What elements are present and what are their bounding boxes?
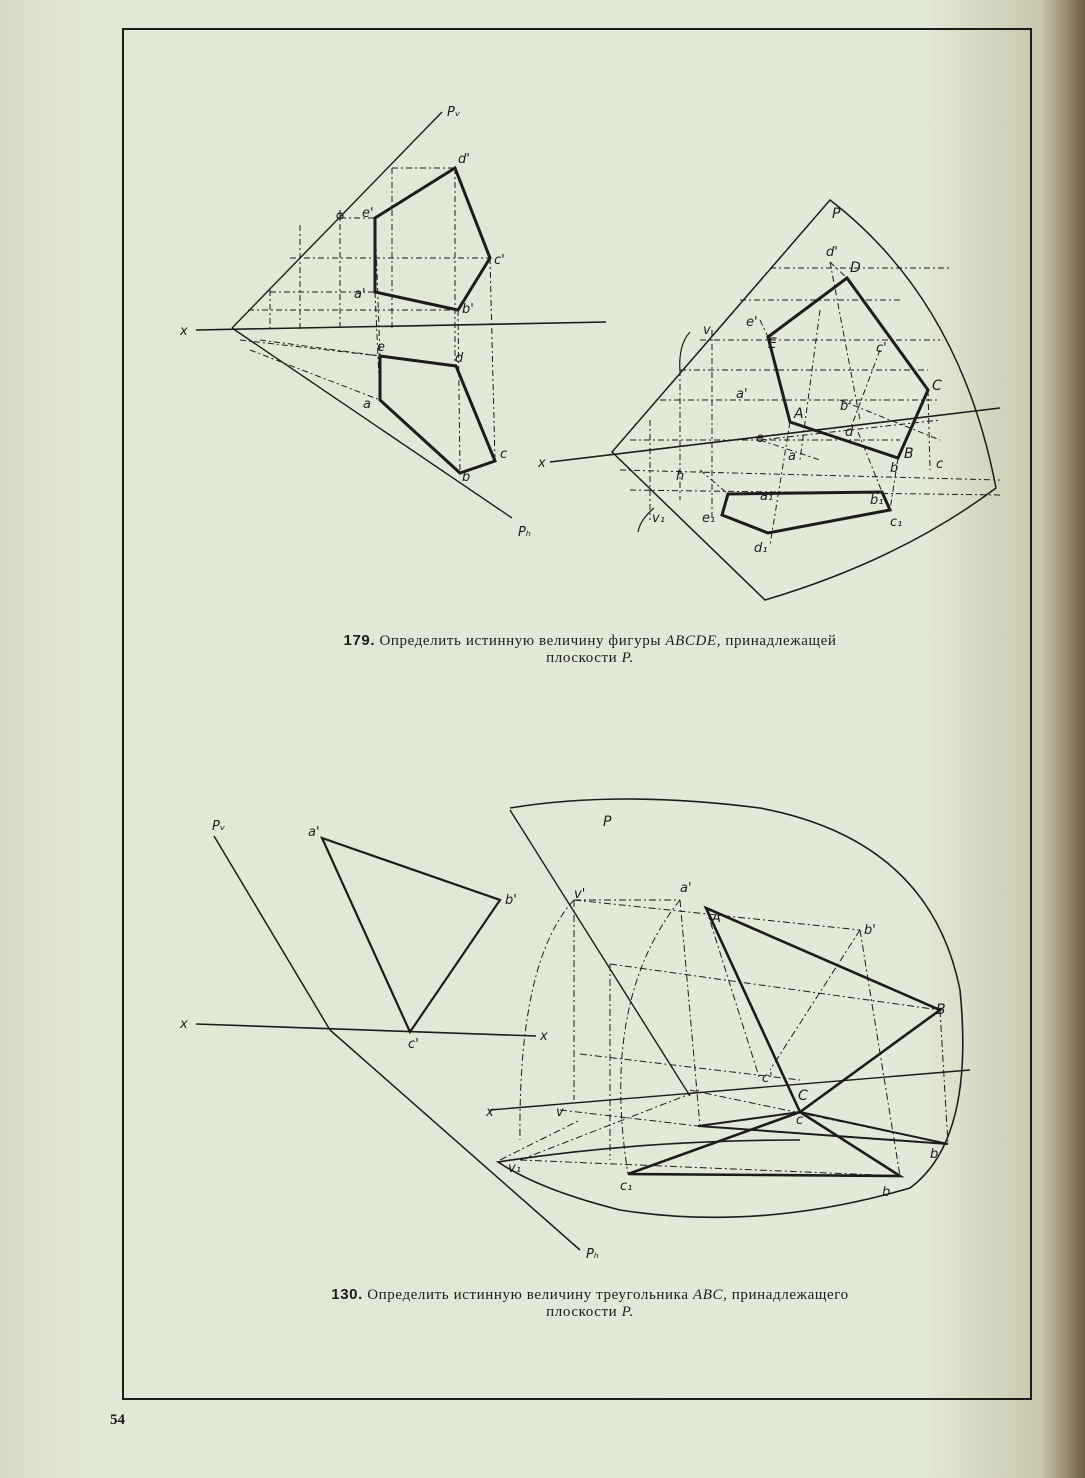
label-A: A <box>794 406 804 422</box>
caption-179-figure-name: ABCDE, <box>665 633 722 649</box>
label-b: b <box>462 470 471 485</box>
x-axis-right-180 <box>490 1070 970 1110</box>
label-c-prime: c' <box>494 253 505 268</box>
ph-trace-180 <box>330 1030 580 1250</box>
label-e-prime-r: e' <box>746 315 758 330</box>
label-pv: Pᵥ <box>447 105 461 120</box>
label-b2-180: b <box>882 1185 891 1200</box>
rotation-arc <box>680 332 690 372</box>
label-x: x <box>180 324 188 339</box>
label-x-180: x <box>180 1017 188 1032</box>
label-e-r: e <box>756 431 764 446</box>
caption-179-text-after: принадлежащей <box>725 633 837 649</box>
label-b-r: b <box>890 461 899 476</box>
label-C: C <box>932 378 942 394</box>
label-c1-180: c₁ <box>620 1179 633 1194</box>
label-d1-r: d₁ <box>754 541 768 556</box>
figure-179-right <box>550 200 1000 600</box>
label-v-prime-180: v' <box>574 887 586 902</box>
label-a-prime-r180: a' <box>680 881 692 896</box>
label-v1-r: v₁ <box>652 511 665 526</box>
label-x-r180: x <box>486 1105 494 1120</box>
label-a-prime-r: a' <box>736 387 748 402</box>
x-axis-line-right <box>550 408 1000 462</box>
label-c-180: c <box>796 1113 804 1128</box>
triangle-front-projection <box>322 838 500 1032</box>
figure-179-right-labels <box>537 206 943 556</box>
label-v: v <box>703 323 711 338</box>
label-plane-p-180: P <box>603 814 612 830</box>
caption-179-line2: плоскости <box>546 650 618 666</box>
label-C-180: C <box>798 1088 808 1104</box>
label-a-prime-180: a' <box>308 825 320 840</box>
page-number: 54 <box>110 1412 125 1428</box>
plane-p-outline-180 <box>498 799 963 1217</box>
label-c-r: c <box>936 457 944 472</box>
label-v1-180: v₁ <box>508 1161 521 1176</box>
figure-180-left-labels <box>179 819 599 1262</box>
label-c-prime-r: c' <box>876 341 887 356</box>
label-c: c <box>500 447 508 462</box>
pv-trace-180 <box>214 836 330 1030</box>
figure-180-right <box>490 799 970 1217</box>
caption-180-text-before: Определить истинную величину треугольника <box>367 1287 689 1303</box>
label-B: B <box>904 446 914 462</box>
label-a: a <box>363 397 371 412</box>
label-a-r: a <box>788 449 796 464</box>
pv-trace-rotated <box>510 810 690 1096</box>
caption-180-line2: плоскости <box>546 1304 618 1320</box>
label-e-prime: e' <box>362 206 374 221</box>
caption-180 <box>200 1286 980 1321</box>
label-c1-r: c₁ <box>890 515 903 530</box>
label-d-r: d <box>845 425 854 440</box>
label-b-180: b <box>930 1147 939 1162</box>
label-ph: Pₕ <box>518 525 532 540</box>
caption-179 <box>200 632 980 667</box>
label-b1-r: b₁ <box>870 493 884 508</box>
label-x2-180: x <box>540 1029 548 1044</box>
label-plane-p: P <box>832 206 841 222</box>
caption-180-plane: P. <box>621 1304 634 1320</box>
caption-179-plane: P. <box>621 650 634 666</box>
label-B-180: B <box>936 1002 946 1018</box>
pv-trace <box>232 112 442 328</box>
label-a-prime: a' <box>354 287 366 302</box>
rotated-top-pentagon <box>722 492 890 533</box>
caption-180-text-after: принадлежащего <box>731 1287 849 1303</box>
figure-180-left <box>196 836 580 1250</box>
x-axis-line-180 <box>196 1024 536 1036</box>
label-b-prime-r: b' <box>840 399 852 414</box>
label-d-prime: d' <box>458 152 470 167</box>
figure-179-left-labels <box>179 105 531 540</box>
label-b-prime-r180: b' <box>864 923 876 938</box>
label-v-180: v <box>556 1105 564 1120</box>
label-e1-r: e₁ <box>702 511 716 526</box>
label-c-prime-r180: c' <box>762 1071 773 1086</box>
label-e: e <box>377 340 385 355</box>
triangle-true-shape <box>706 908 940 1112</box>
label-ph-180: Pₕ <box>586 1247 600 1262</box>
top-projection-pentagon <box>380 356 495 473</box>
label-A-180: A <box>712 911 721 926</box>
label-c-prime-180: c' <box>408 1037 419 1052</box>
label-D: D <box>850 260 861 276</box>
construction-lines-180 <box>500 900 948 1176</box>
caption-179-text-before: Определить истинную величину фигуры <box>379 633 662 649</box>
label-pv-180: Pᵥ <box>212 819 226 834</box>
label-d-prime-r: d' <box>826 245 838 260</box>
label-a1-r: a₁ <box>760 489 774 504</box>
label-b-prime-180: b' <box>505 893 517 908</box>
caption-180-figure-name: ABC, <box>692 1287 728 1303</box>
label-h: h <box>676 469 685 484</box>
label-b-prime: b' <box>462 302 474 317</box>
label-E: E <box>768 336 777 352</box>
caption-180-number: 130. <box>331 1286 363 1303</box>
label-d: d <box>455 351 464 366</box>
x-axis-line <box>196 322 606 330</box>
caption-179-number: 179. <box>343 632 376 649</box>
label-x-right: x <box>538 456 546 471</box>
ph-trace <box>232 328 512 518</box>
